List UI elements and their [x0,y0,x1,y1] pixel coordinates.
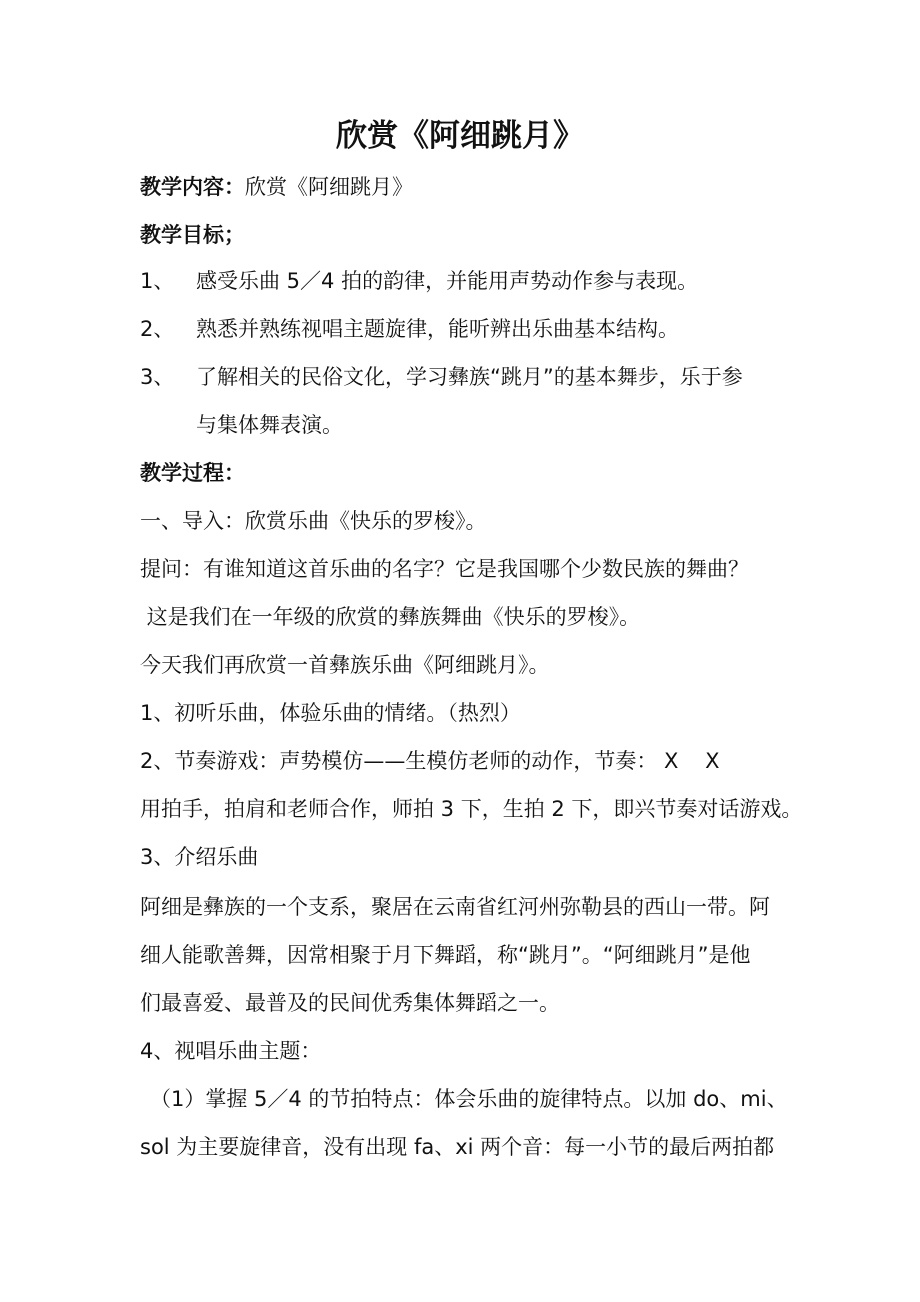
process-heading: 教学过程： [140,461,245,485]
process-line: 提问：有谁知道这首乐曲的名字？它是我国哪个少数民族的舞曲？ [140,557,749,581]
process-line: 这是我们在一年级的欣赏的彝族舞曲《快乐的罗梭》。 [140,605,641,629]
process-line: （1）掌握 5／4 的节拍特点：体会乐曲的旋律特点。以加 do、mi、 [150,1087,788,1111]
process-line: sol 为主要旋律音，没有出现 fa、xi 两个音：每一小节的最后两拍都 [140,1135,775,1159]
goal-item-1 [140,266,698,296]
goal-number: 2、 [140,317,175,341]
process-line: 用拍手，拍肩和老师合作，师拍 3 下，生拍 2 下，即兴节奏对话游戏。 [140,797,803,821]
process-line: 4、视唱乐曲主题： [140,1039,322,1063]
goal-number: 3、 [140,365,175,389]
process-line: 阿细是彝族的一个支系，聚居在云南省红河州弥勒县的西山一带。阿 [140,895,770,919]
process-line: 一、导入：欣赏乐曲《快乐的罗梭》。 [140,509,487,533]
goals-heading: 教学目标； [140,223,245,247]
process-line: 1、初听乐曲，体验乐曲的情绪。（热烈） [140,701,521,725]
goal-text: 熟悉并熟练视唱主题旋律，能听辨出乐曲基本结构。 [196,317,679,341]
process-line: 今天我们再欣赏一首彝族乐曲《阿细跳月》。 [140,653,550,677]
process-line: 细人能歌善舞，因常相聚于月下舞蹈，称“跳月”。“阿细跳月”是他 [140,943,751,967]
content-label: 教学内容： [140,175,245,199]
process-line: 2、节奏游戏：声势模仿——生模仿老师的动作，节奏： X X [140,749,720,773]
process-line: 3、介绍乐曲 [140,845,259,869]
content-value: 欣赏《阿细跳月》 [245,175,413,199]
content-line [140,172,413,202]
goal-item-3 [140,362,743,392]
goal-item-3-continued: 与集体舞表演。 [196,413,343,437]
goal-text: 了解相关的民俗文化，学习彝族“跳月”的基本舞步，乐于参 [196,365,743,389]
goal-item-2 [140,314,679,344]
goal-number: 1、 [140,269,175,293]
process-line: 们最喜爱、最普及的民间优秀集体舞蹈之一。 [140,991,560,1015]
goal-text: 感受乐曲 5／4 拍的韵律，并能用声势动作参与表现。 [196,269,699,293]
page-title: 欣赏《阿细跳月》 [336,118,584,154]
